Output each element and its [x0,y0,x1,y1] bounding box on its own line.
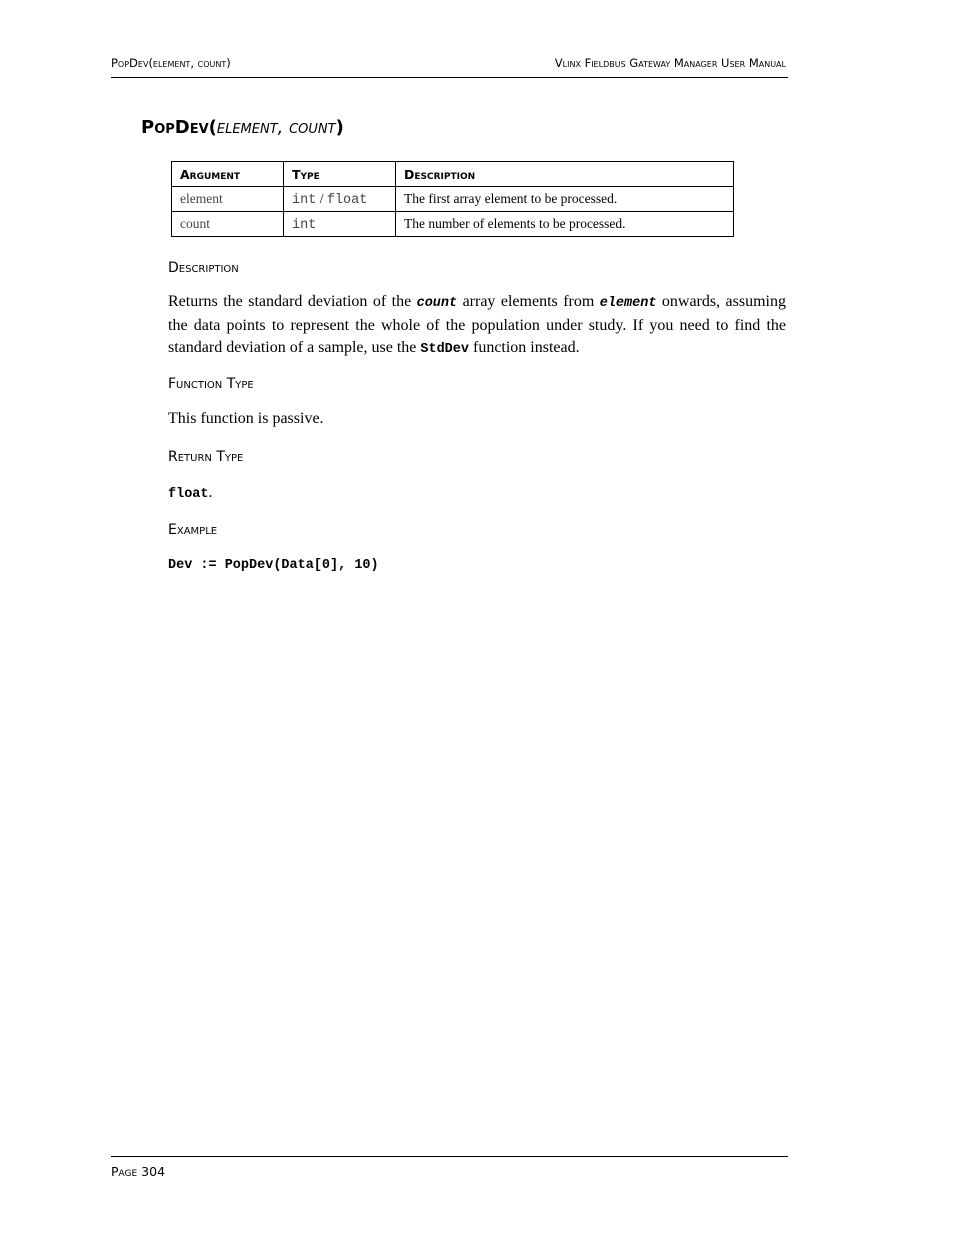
code-element: element [599,296,657,311]
return-type-suffix: . [208,484,213,501]
example-code: Dev := PopDev(Data[0], 10) [168,558,379,573]
function-name: PopDev( [141,117,217,138]
table-header-row [172,162,734,187]
return-type-code: float [168,487,209,502]
description-cell: The number of elements to be processed. [396,212,734,237]
column-header-argument: Argument [172,162,284,187]
type-cell [284,187,396,212]
description-text: onwards, assuming the data points to represent the whole of the population under study. If you need to find the standard deviation of a sample, use the [168,293,786,356]
type-float: float [326,192,368,208]
description-paragraph [168,291,786,361]
description-text: function instead. [468,339,580,356]
function-type-text: This function is passive. [168,410,324,427]
type-int: int [292,217,317,233]
header-section-title: PopDev(element, count) [111,56,231,70]
type-separator: / [316,190,327,206]
argument-cell: count [172,212,284,237]
description-text: array elements from [457,293,600,310]
description-cell: The first array element to be processed. [396,187,734,212]
function-close: ) [335,117,344,138]
return-type-text [168,482,786,506]
description-text: Returns the standard deviation of the [168,293,417,310]
type-cell [284,212,396,237]
description-heading: Description [168,260,239,276]
return-type-heading: Return Type [168,449,244,465]
table-row [172,187,734,212]
table-row [172,212,734,237]
column-header-description: Description [396,162,734,187]
argument-cell: element [172,187,284,212]
page-footer [111,1156,788,1179]
header-manual-title: Vlinx Fieldbus Gateway Manager User Manual [554,56,786,70]
type-int: int [292,192,317,208]
code-count: count [416,296,458,311]
function-title [141,117,344,138]
page-number: Page 304 [111,1164,166,1179]
page-header [111,55,788,78]
code-stddev: StdDev [420,342,469,357]
function-args: element, count [216,117,336,138]
arguments-table [171,161,734,237]
column-header-type: Type [284,162,396,187]
example-heading: Example [168,522,218,538]
function-type-heading: Function Type [168,376,254,392]
